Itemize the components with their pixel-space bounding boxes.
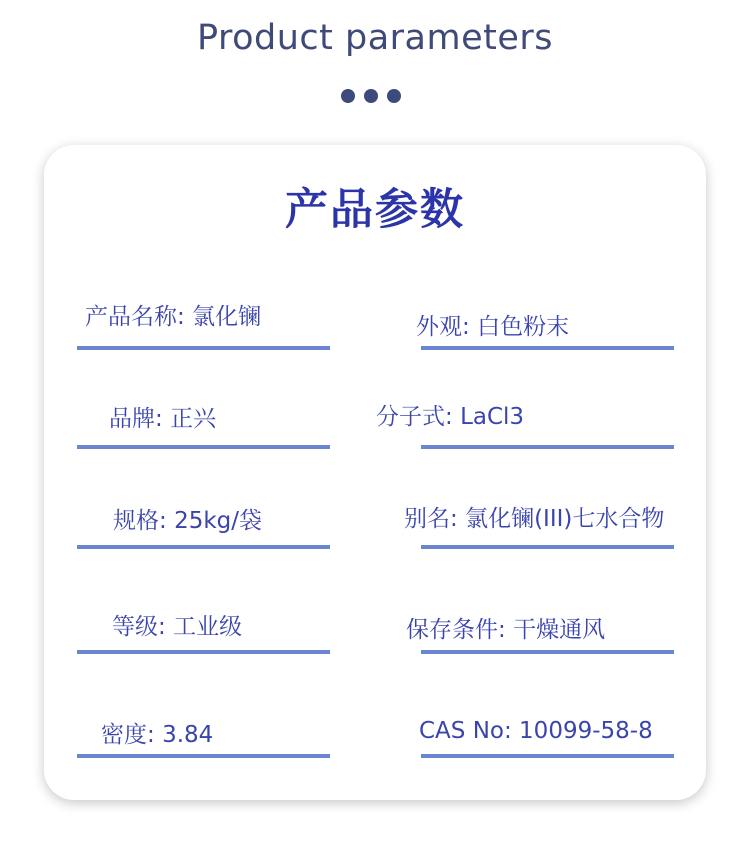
param-underline [421,650,674,654]
param-value: 25kg/袋 [174,508,262,534]
parameters-card [44,145,706,800]
param-underline [421,754,674,758]
param-underline [77,545,330,549]
param-grade [112,612,242,642]
param-label: 等级: [112,614,166,640]
param-density [101,720,213,750]
page-heading: Product parameters [196,18,554,58]
param-label: 保存条件: [406,617,506,643]
decorative-dots [341,89,401,103]
param-value: 白色粉末 [477,314,570,340]
param-storage [406,615,605,645]
param-label: 分子式: [376,404,453,430]
card-title: 产品参数 [285,185,465,235]
param-underline [77,650,330,654]
param-spec [113,506,262,536]
param-value: LaCl3 [460,404,525,430]
param-label: CAS No: [419,718,512,744]
param-label: 产品名称: [85,304,185,330]
dot-icon [387,89,401,103]
param-brand [109,404,216,434]
param-label: 规格: [113,508,167,534]
param-value: 氯化镧 [192,304,262,330]
param-cas [419,716,653,746]
param-underline [421,445,674,449]
param-underline [77,445,330,449]
param-label: 别名: [404,506,458,532]
param-value: 10099-58-8 [519,718,653,744]
param-value: 工业级 [173,614,243,640]
param-value: 3.84 [162,722,214,748]
param-product-name [85,302,261,332]
dot-icon [364,89,378,103]
param-underline [77,754,330,758]
param-label: 品牌: [109,406,163,432]
dot-icon [341,89,355,103]
param-underline [421,346,674,350]
param-value: 氯化镧(III)七水合物 [465,506,665,532]
param-value: 干燥通风 [513,617,606,643]
param-alias [404,504,664,534]
param-label: 密度: [101,722,155,748]
param-value: 正兴 [170,406,217,432]
param-underline [77,346,330,350]
param-label: 外观: [416,314,470,340]
param-appearance [416,312,569,342]
param-underline [421,545,674,549]
param-formula [376,402,524,432]
